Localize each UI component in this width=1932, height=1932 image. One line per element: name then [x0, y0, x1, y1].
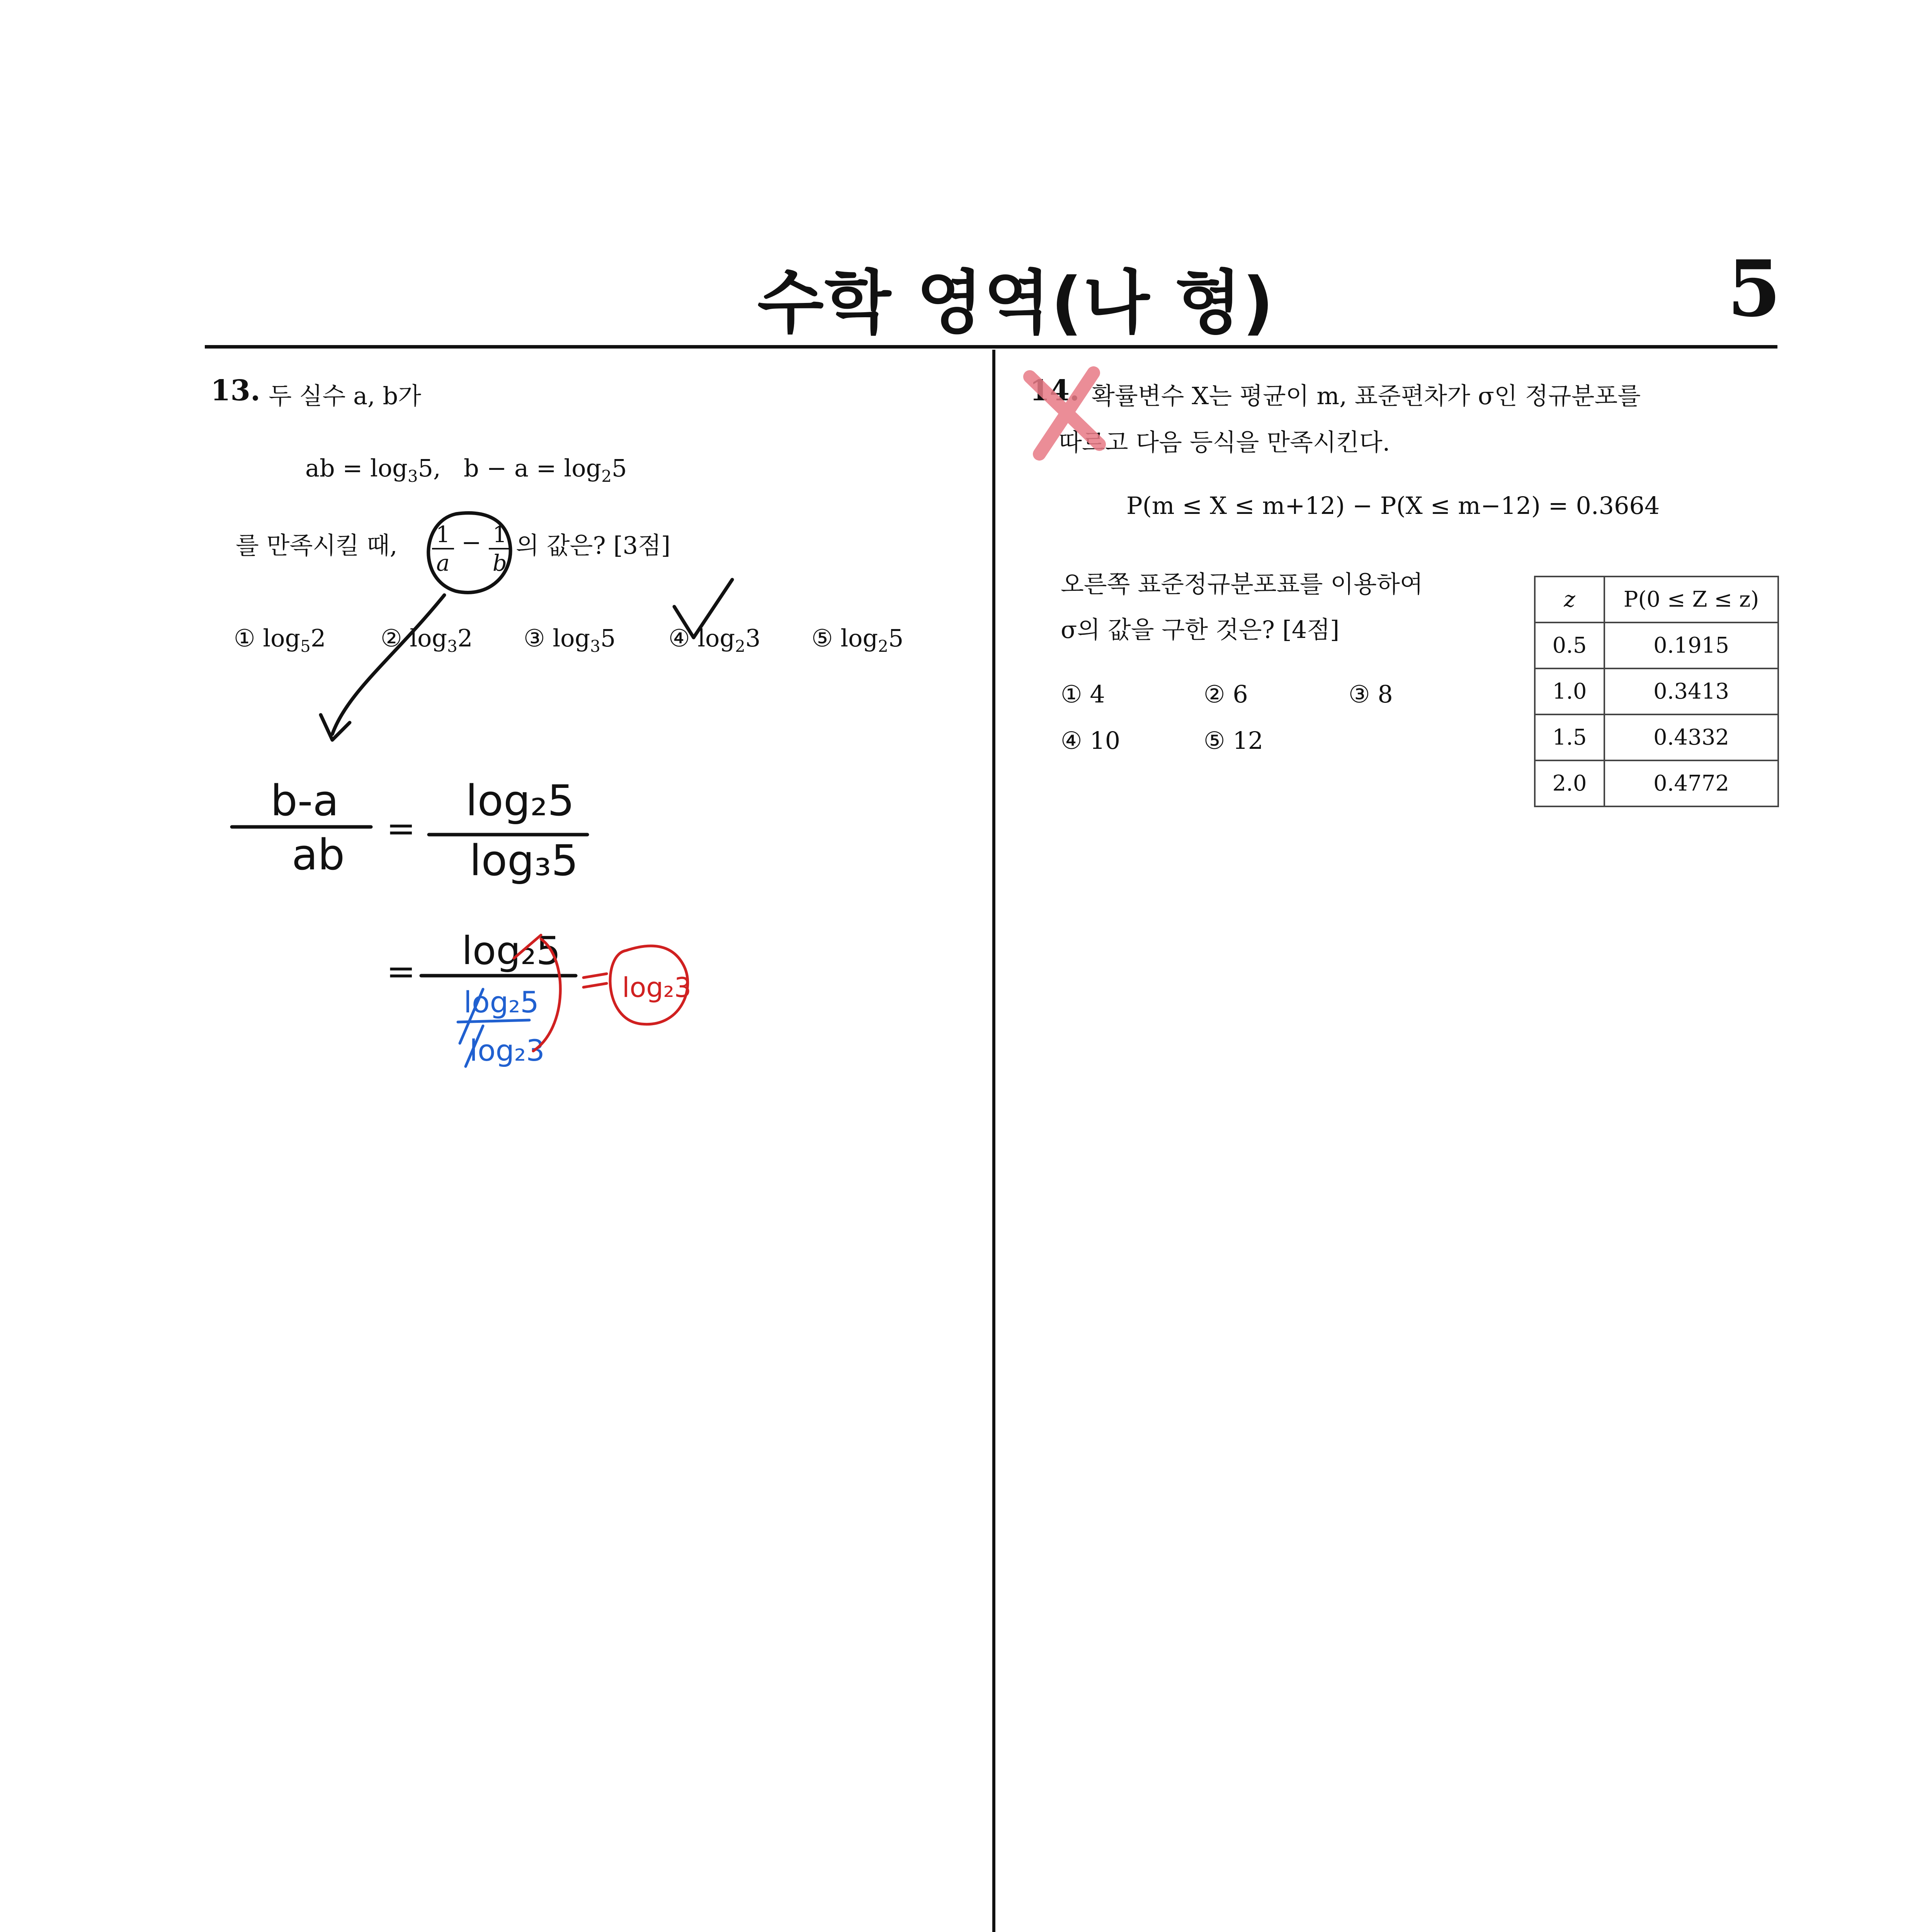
q13-intro: 두 실수 a, b가 — [269, 382, 422, 410]
q13-ask-before: 를 만족시킬 때, — [236, 531, 398, 560]
handwritten-blue-den: log₂3 — [469, 1033, 545, 1068]
handwritten-arrow — [332, 595, 444, 734]
table-header-prob: P(0 ≤ Z ≤ z) — [1604, 577, 1778, 622]
q13-choice-5[interactable]: ⑤ $\log_25$ — [811, 624, 904, 656]
table-cell-z: 2.0 — [1535, 760, 1604, 806]
page-title: 수학 영역(나 형) — [757, 263, 1275, 343]
q13-expression: $\frac{1}{a}$ − $\frac{1}{b}$ — [432, 521, 511, 577]
table-cell-prob: 0.3413 — [1604, 668, 1778, 714]
table-cell-prob: 0.4772 — [1604, 760, 1778, 806]
q14-choice-5[interactable]: ⑤ 12 — [1204, 726, 1264, 755]
q14-choice-3[interactable]: ③ 8 — [1349, 680, 1393, 708]
handwritten-ab: ab — [292, 830, 345, 879]
q13-frac-1-over-b: $\frac{1}{b}$ — [489, 521, 511, 577]
q13-condition-2: $b - a = \log_25$ — [464, 454, 627, 486]
handwritten-red-result: log₂3 — [622, 972, 692, 1003]
handwritten-b-minus-a: b-a — [270, 776, 339, 825]
q13-ask-after: 의 값은? [3점] — [516, 531, 671, 560]
handwritten-equals-1: = — [386, 808, 416, 849]
q13-choice-3[interactable]: ③ $\log_35$ — [524, 624, 616, 656]
q13-frac-1-over-a: $\frac{1}{a}$ — [432, 521, 454, 577]
handwritten-log-den: log₃5 — [469, 836, 578, 885]
handwritten-log-num-2: log₂5 — [462, 928, 561, 973]
table-cell-z: 1.0 — [1535, 668, 1604, 714]
handwritten-equals-2: = — [386, 951, 416, 992]
q14-number: 14. — [1030, 374, 1080, 407]
table-cell-z: 0.5 — [1535, 622, 1604, 668]
handwritten-blue-num: log₂5 — [464, 985, 539, 1019]
q13-choice-4[interactable]: ④ $\log_23$ — [668, 624, 761, 656]
q14-choice-1[interactable]: ① 4 — [1061, 680, 1105, 708]
table-cell-prob: 0.1915 — [1604, 622, 1778, 668]
handwritten-red-equals — [583, 974, 607, 987]
q14-line-2: 따르고 다음 등식을 만족시킨다. — [1059, 428, 1390, 456]
table-cell-z: 1.5 — [1535, 714, 1604, 760]
table-cell-prob: 0.4332 — [1604, 714, 1778, 760]
q13-choice-1[interactable]: ① $\log_52$ — [234, 624, 326, 656]
check-mark-icon — [674, 580, 732, 638]
q14-equation: P(m ≤ X ≤ m+12) − P(X ≤ m−12) = 0.3664 — [1126, 492, 1660, 520]
q14-line-1: 확률변수 X는 평균이 m, 표준편차가 σ인 정규분포를 — [1092, 382, 1641, 410]
header-page-number: 5 — [1727, 243, 1781, 334]
q14-choice-2[interactable]: ② 6 — [1204, 680, 1248, 708]
handwritten-log-num: log₂5 — [466, 776, 575, 825]
q14-choice-4[interactable]: ④ 10 — [1061, 726, 1121, 755]
table-header-z: z — [1535, 577, 1604, 622]
q14-ask-2: σ의 값을 구한 것은? [4점] — [1061, 616, 1340, 644]
q13-number: 13. — [211, 374, 260, 407]
q13-condition-1: ab = $\log_35$, — [305, 454, 441, 486]
q14-ask-1: 오른쪽 표준정규분포표를 이용하여 — [1061, 570, 1423, 598]
wrong-mark-x-icon — [1030, 373, 1099, 454]
q13-choice-2[interactable]: ② $\log_32$ — [381, 624, 473, 656]
handwritten-circle — [429, 513, 510, 593]
